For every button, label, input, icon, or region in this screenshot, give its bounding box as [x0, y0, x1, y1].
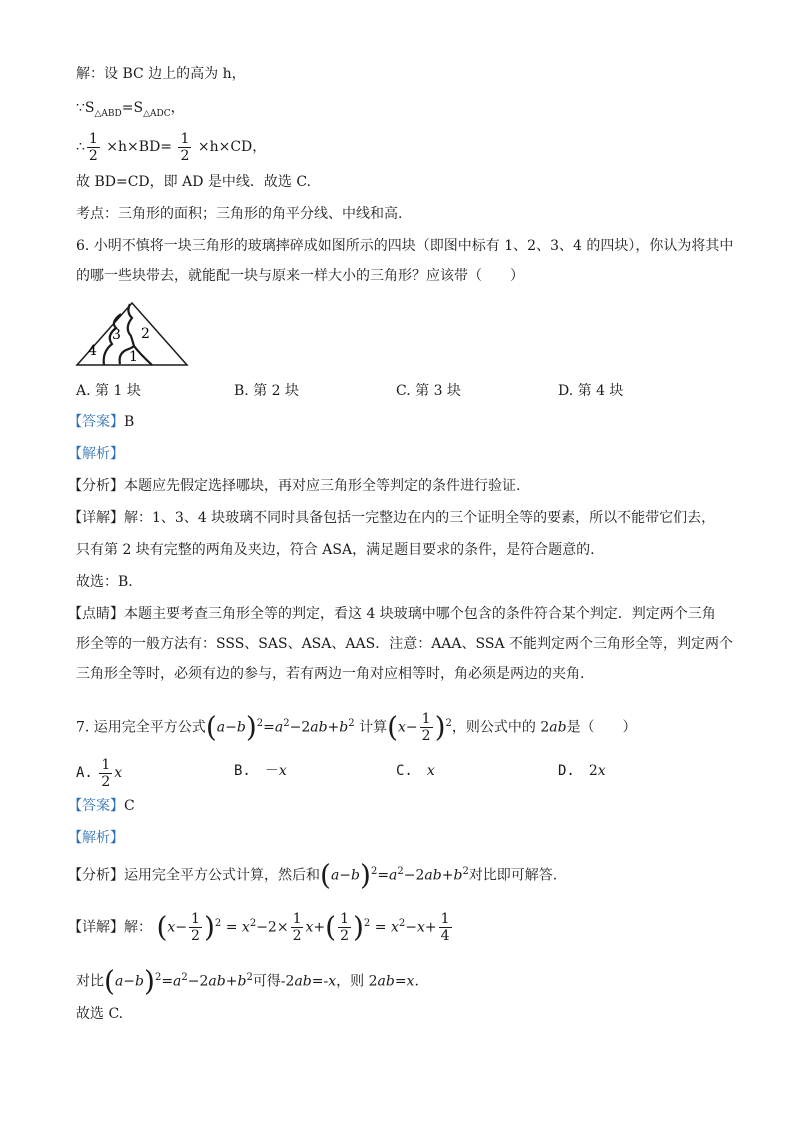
- q6-option-c: C. 第 3 块: [396, 383, 461, 399]
- q6-comment-line-3: 三角形全等时，必须有边的参与，若有两边一角对应相等时，角必须是两边的夹角.: [76, 666, 585, 682]
- q6-analysis: 【分析】本题应先假定选择哪块，再对应三角形全等判定的条件进行验证.: [68, 478, 521, 494]
- q7-stem: 7. 运用完全平方公式$(a-b)^2=a^2-2ab+b^2$ 计算(x− $\frac{1}{2}$ )$^2$，则公式中的 2ab是（ ）: [76, 710, 637, 745]
- q7-comparison: 对比$(a-b)^2=a^2-2ab+b^2$可得-2ab=-x，则 2ab=x.: [76, 964, 419, 998]
- q6-answer: 【答案】B: [68, 414, 135, 430]
- fig-label-3: 3: [112, 327, 121, 343]
- q6-stem-line-2: 的哪一些块带去，就能配一块与原来一样大小的三角形？应该带（ ）: [76, 268, 524, 284]
- q7-option-c: C. x: [396, 763, 435, 779]
- prev-line-4: 故 BD=CD，即 AD 是中线．故选 C.: [76, 174, 311, 190]
- prev-line-2: $\because S_{\triangle ABD}=S_{\triangle ADC}$，: [76, 100, 185, 119]
- q7-detail: 【详解】解： (x− $\frac{1}{2}$ )$^2 = x^2-2\times$ $\frac{1}{2}$ x+( $\frac{1}{2}$ )$^2 = x^2-x+$ $\frac{1}{4}$: [68, 910, 450, 945]
- q6-broken-triangle-figure: [74, 300, 190, 368]
- q6-stem-line-1: 6. 小明不慎将一块三角形的玻璃摔碎成如图所示的四块（即图中标有 1、2、3、4 的四块），你认为将其中: [76, 238, 734, 254]
- fig-label-4: 4: [88, 343, 97, 359]
- q7-answer: 【答案】C: [68, 798, 135, 814]
- q7-option-a: A. $\frac{1}{2}$ x: [76, 756, 123, 790]
- prev-line-3: ∴ $\frac{1}{2}$ ×h×BD= $\frac{1}{2}$ ×h×CD，: [76, 130, 267, 164]
- q6-option-d: D. 第 4 块: [558, 383, 624, 399]
- q7-jiexi-heading: 【解析】: [68, 830, 124, 846]
- prev-line-5: 考点：三角形的面积；三角形的角平分线、中线和高.: [76, 206, 403, 222]
- prev-line-1: 解：设 BC 边上的高为 h，: [76, 66, 246, 82]
- q7-option-d: D. 2x: [558, 763, 606, 779]
- q6-option-a: A. 第 1 块: [76, 383, 141, 399]
- q6-comment-line-1: 【点睛】本题主要考查三角形全等的判定，看这 4 块玻璃中哪个包含的条件符合某个判定．判定两个三角: [68, 606, 716, 622]
- q6-conclusion: 故选：B.: [76, 574, 133, 590]
- fig-label-2: 2: [141, 326, 150, 342]
- q6-option-b: B. 第 2 块: [234, 383, 299, 399]
- q7-conclusion: 故选 C.: [76, 1006, 124, 1022]
- q7-option-b: B. －x: [234, 763, 287, 779]
- q6-jiexi-heading: 【解析】: [68, 446, 124, 462]
- q6-detail-line-1: 【详解】解：1、3、4 块玻璃不同时具备包括一完整边在内的三个证明全等的要素，所以不能带它们去，: [68, 510, 716, 526]
- q6-comment-line-2: 形全等的一般方法有：SSS、SAS、ASA、AAS．注意：AAA、SSA 不能判定两个三角形全等，判定两个: [76, 636, 734, 652]
- q7-analysis: 【分析】运用完全平方公式计算，然后和$(a-b)^2=a^2-2ab+b^2$对比即可解答.: [68, 858, 558, 892]
- q6-detail-line-2: 只有第 2 块有完整的两角及夹边，符合 ASA，满足题目要求的条件，是符合题意的.: [76, 542, 595, 558]
- fig-label-1: 1: [129, 349, 138, 365]
